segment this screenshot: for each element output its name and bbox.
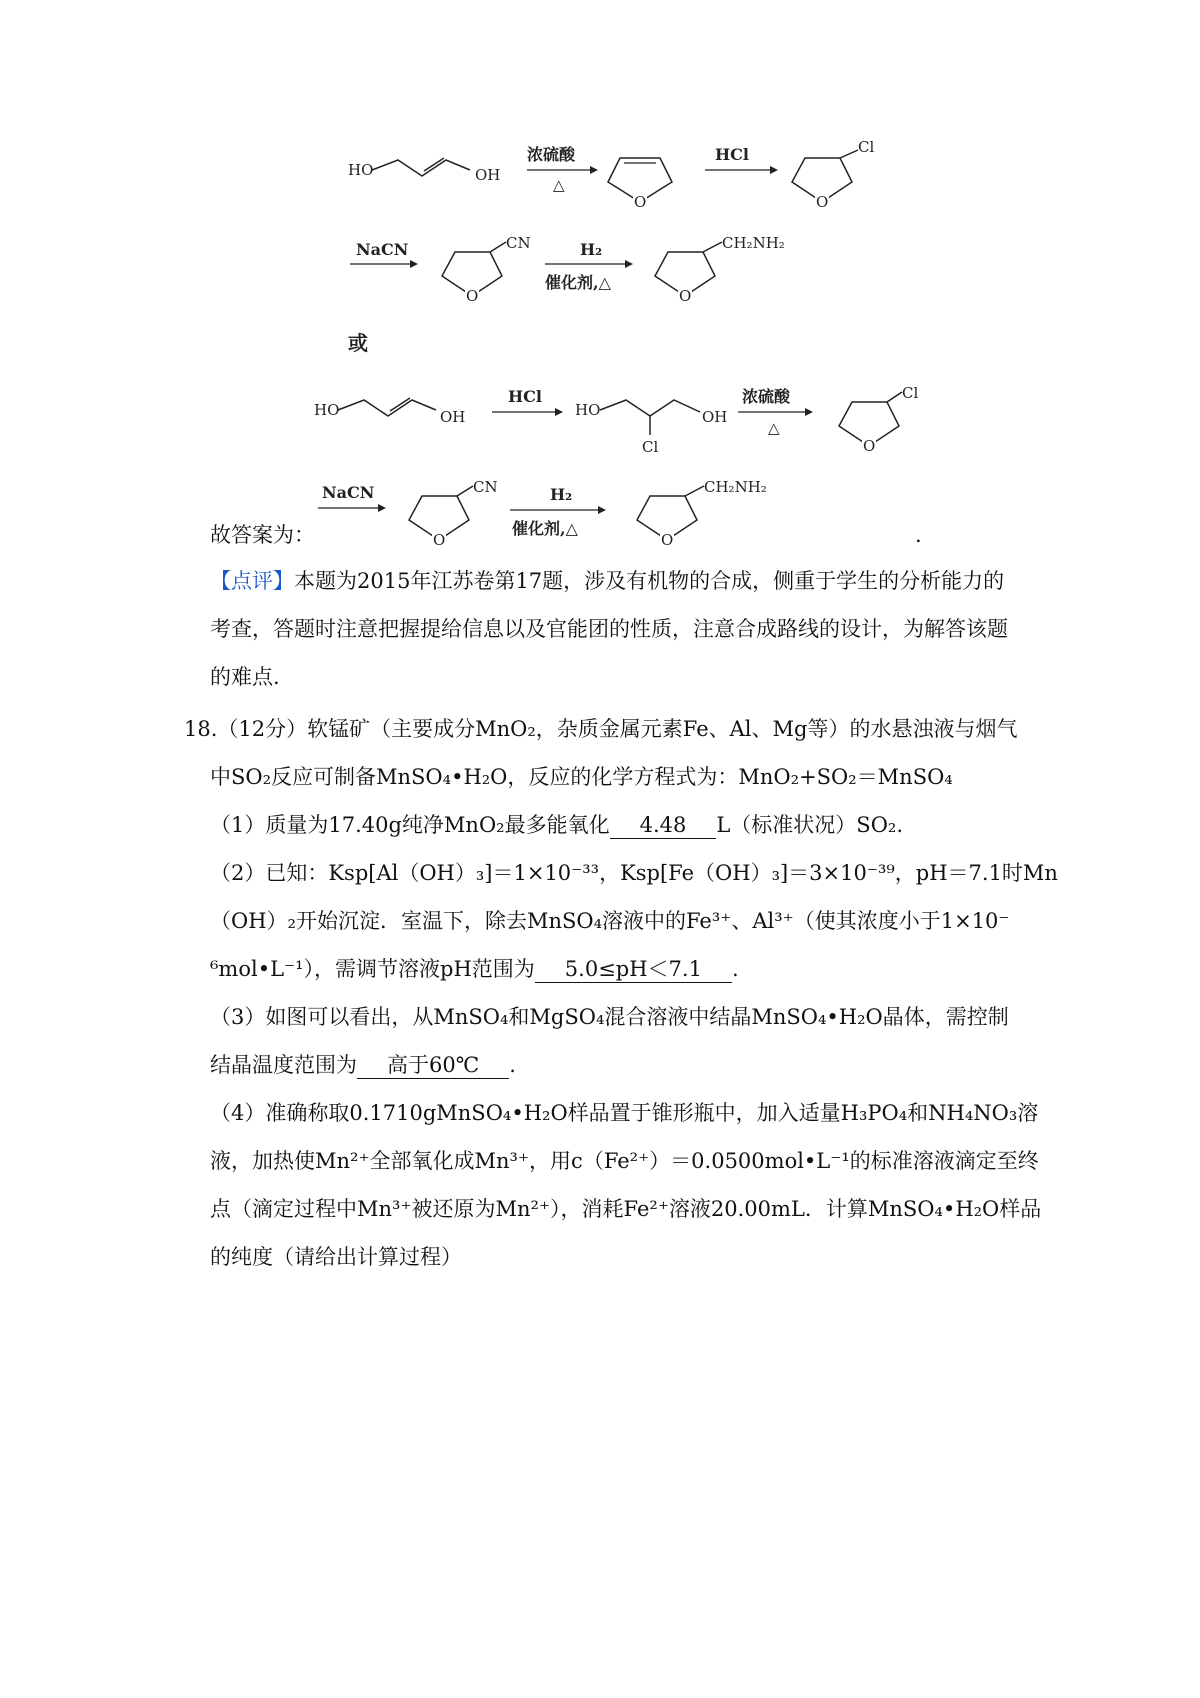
svg-text:O: O [433, 531, 446, 549]
comment-line1: 【点评】本题为2015年江苏卷第17题，涉及有机物的合成，侧重于学生的分析能力的 [210, 569, 1005, 593]
q2-answer: 5.0≤pH＜7.1 [535, 956, 732, 983]
q18-part4-line3: 点（滴定过程中Mn³⁺被还原为Mn²⁺），消耗Fe²⁺溶液20.00mL．计算MnSO₄•H₂O样品 [210, 1197, 1042, 1221]
answer-period: . [915, 523, 922, 547]
q18-part3-line1: （3）如图可以看出，从MnSO₄和MgSO₄混合溶液中结晶MnSO₄•H₂O晶体，需控制 [210, 1005, 1009, 1029]
or-text: 或 [348, 331, 368, 355]
route1-start-oh: OH [475, 166, 501, 184]
route2-step2-cond: △ [768, 419, 780, 437]
route2-start-ho: HO [314, 401, 340, 419]
route2-row1 [314, 384, 918, 456]
q18-intro-line1: 18.（12分）软锰矿（主要成分MnO₂，杂质金属元素Fe、Al、Mg等）的水悬浊液与烟气 [184, 717, 1018, 741]
route1-step1-cond: △ [553, 176, 565, 194]
svg-text:O: O [863, 437, 876, 455]
route1-row2 [350, 234, 785, 305]
q18-part4-line1: （4）准确称取0.1710gMnSO₄•H₂O样品置于锥形瓶中，加入适量H₃PO₄和NH₄NO₃溶 [210, 1101, 1039, 1125]
q18-intro-line2: 中SO₂反应可制备MnSO₄•H₂O，反应的化学方程式为：MnO₂+SO₂＝MnSO₄ [210, 765, 953, 789]
synthesis-scheme [0, 130, 1200, 550]
route2-inter-oh: OH [702, 408, 728, 426]
route1-ring-o: O [634, 193, 647, 211]
route2-cl: Cl [902, 384, 919, 402]
q18-part2-line3: ⁶mol•L⁻¹），需调节溶液pH范围为 5.0≤pH＜7.1 . [210, 957, 739, 981]
route2-step4-cond: 催化剂,△ [512, 519, 578, 538]
q18-part4-line4: 的纯度（请给出计算过程） [210, 1245, 462, 1269]
svg-text:O: O [466, 287, 479, 305]
answer-prefix: 故答案为： [210, 523, 315, 547]
route1-row1 [348, 138, 874, 211]
route2-step2-reagent: 浓硫酸 [742, 387, 791, 406]
comment-line2: 考查，答题时注意把握提给信息以及官能团的性质，注意合成路线的设计，为解答该题 [210, 617, 1008, 641]
route1-step4-reagent: H₂ [580, 240, 603, 259]
route1-start-ho: HO [348, 161, 374, 179]
route1-step3-reagent: NaCN [356, 240, 409, 259]
q18-part1: （1）质量为17.40g纯净MnO₂最多能氧化 4.48 L（标准状况）SO₂. [210, 813, 904, 837]
route1-step1-reagent: 浓硫酸 [527, 145, 576, 164]
route1-cl: Cl [858, 138, 875, 156]
route2-step1-reagent: HCl [508, 387, 542, 406]
route2-step3-reagent: NaCN [322, 483, 375, 502]
q18-part2-line1: （2）已知：Ksp[Al（OH）₃]＝1×10⁻³³，Ksp[Fe（OH）₃]＝3×10⁻³⁹，pH＝7.1时Mn [210, 861, 1058, 885]
route2-step4-reagent: H₂ [550, 485, 573, 504]
route1-product: CH₂NH₂ [722, 234, 785, 252]
svg-text:O: O [679, 287, 692, 305]
comment-line3: 的难点. [210, 665, 280, 689]
route2-row2 [318, 478, 767, 549]
q18-part2-line2: （OH）₂开始沉淀．室温下，除去MnSO₄溶液中的Fe³⁺、Al³⁺（使其浓度小于1×10⁻ [210, 909, 1010, 933]
route2-inter-cl: Cl [642, 438, 659, 456]
route2-cn: CN [473, 478, 498, 496]
route1-step2-reagent: HCl [715, 145, 749, 164]
q18-part3-line2: 结晶温度范围为 高于60℃ . [210, 1053, 516, 1077]
q3-answer: 高于60℃ [357, 1052, 509, 1079]
svg-text:O: O [816, 193, 829, 211]
comment-tag: 【点评】 [210, 569, 294, 593]
q18-part4-line2: 液，加热使Mn²⁺全部氧化成Mn³⁺，用c（Fe²⁺）＝0.0500mol•L⁻¹的标准溶液滴定至终 [210, 1149, 1039, 1173]
route1-step4-cond: 催化剂,△ [545, 273, 611, 292]
route2-start-oh: OH [440, 408, 466, 426]
route2-inter-ho: HO [575, 401, 601, 419]
q1-answer: 4.48 [610, 812, 717, 839]
route1-cn: CN [506, 234, 531, 252]
route2-product: CH₂NH₂ [704, 478, 767, 496]
svg-text:O: O [661, 531, 674, 549]
